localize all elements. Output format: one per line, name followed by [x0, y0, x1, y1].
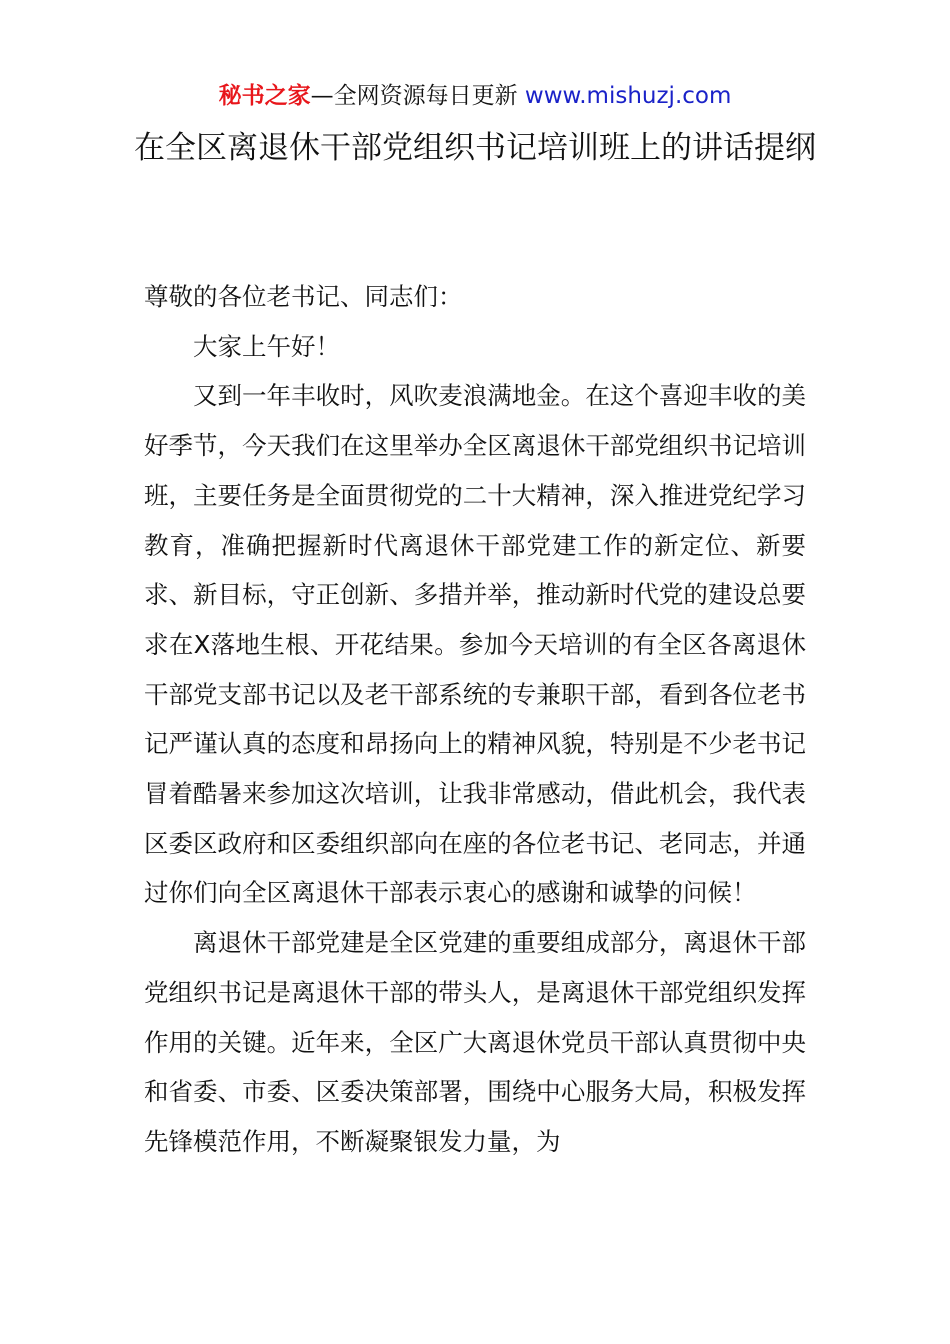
header-tagline: —全网资源每日更新 — [310, 83, 518, 109]
salutation: 尊敬的各位老书记、同志们： — [144, 282, 463, 311]
document-title: 在全区离退休干部党组织书记培训班上的讲话提纲 — [134, 130, 816, 166]
body-paragraph: 离退休干部党建是全区党建的重要组成部分，离退休干部党组织书记是离退休干部的带头人，是离退休干部党组织发挥作用的关键。近年来，全区广大离退休党员干部认真贯彻中央和省委、市委、区委决策部署，围绕中心服务大局，积极发挥先锋模范作用，不断凝聚银发力量，为 — [144, 928, 806, 1156]
brand-name: 秘书之家 — [218, 83, 311, 109]
body-paragraph: 又到一年丰收时，风吹麦浪满地金。在这个喜迎丰收的美好季节，今天我们在这里举办全区离退休干部党组织书记培训班，主要任务是全面贯彻党的二十大精神，深入推进党纪学习教育，准确把握新时代离退休干部党建工作的新定位、新要求、新目标，守正创新、多措并举，推动新时代党的建设总要求在X落地生根、开花结果。参加今天培训的有全区各离退休干部党支部书记以及老干部系统的专兼职干部，看到各位老书记严谨认真的态度和昂扬向上的精神风貌，特别是不少老书记冒着酷暑来参加这次培训，让我非常感动，借此机会，我代表区委区政府和区委组织部向在座的各位老书记、老同志，并通过你们向全区离退休干部表示衷心的感谢和诚挚的问候！ — [144, 381, 806, 908]
site-header — [0, 80, 950, 112]
site-url-link[interactable]: www.mishuzj.com — [524, 83, 732, 109]
greeting: 大家上午好！ — [193, 331, 340, 361]
document-body — [144, 272, 806, 1167]
